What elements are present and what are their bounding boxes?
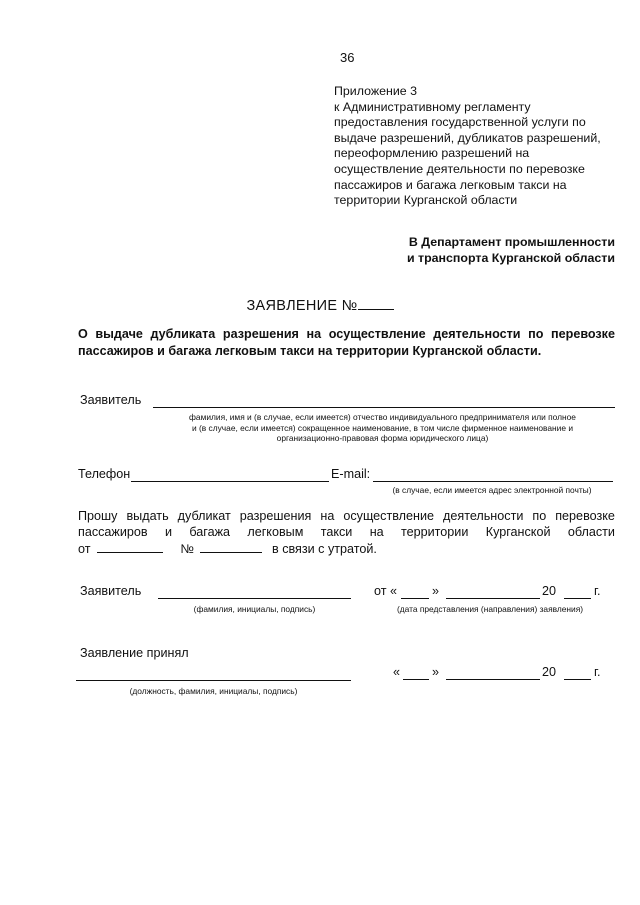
applicant-hint [140,412,625,444]
accepted-by-field[interactable] [76,680,351,681]
original-permit-number-field[interactable] [200,540,262,553]
word: пассажиров [78,525,148,539]
word: на [320,509,335,523]
word: деятельности [443,509,524,523]
word: дубликат [177,509,231,523]
year-prefix: 20 [542,584,557,598]
accepted-label: Заявление принял [80,646,189,660]
date-quote-close: » [432,584,440,598]
original-permit-date-field[interactable] [97,540,163,553]
submission-month-field[interactable] [446,598,540,599]
email-hint: (в случае, если имеется адрес электронной почты) [392,485,592,495]
appendix-line: к Административному регламенту [334,99,531,114]
accepted-quote-open: « [393,665,401,679]
addressee-line-1: В Департамент промышленности [408,235,615,249]
word: разрешения [239,509,312,523]
word: области [567,525,615,539]
appendix-block [334,84,601,209]
accepted-hint: (должность, фамилия, инициалы, подпись) [129,686,298,696]
page-number: 36 [340,50,355,65]
document-title [0,296,640,314]
request-line-1 [78,508,615,524]
word: перевозке [555,509,615,523]
accepted-month-field[interactable] [446,679,540,680]
applicant-name-field[interactable] [153,407,615,408]
applicant-signature-field[interactable] [158,598,351,599]
appendix-line: Приложение 3 [334,84,418,98]
word: выдать [126,509,169,523]
application-number-field[interactable] [358,296,394,310]
applicant-hint-line: и (в случае, если имеется) сокращенное наименование, в том числе фирменное наименование и [191,422,574,433]
phone-label: Телефон [78,467,131,481]
word: Курганской [485,525,551,539]
number-label: № [180,542,195,556]
appendix-line: территории Курганской области [334,193,518,208]
reason-text: в связи с утратой. [272,542,377,556]
accepted-day-field[interactable] [403,679,429,680]
signature-applicant-label: Заявитель [80,584,142,598]
word: и [164,525,172,539]
submission-year-field[interactable] [564,598,591,599]
appendix-line: выдаче разрешений, дубликатов разрешений, [334,130,601,145]
year-suffix: г. [594,584,601,598]
title-text: ЗАЯВЛЕНИЕ № [246,298,358,314]
appendix-line: предоставления государственной услуги по [334,115,586,130]
from-label: от [78,542,91,556]
addressee-block [407,234,615,266]
accepted-year-suffix: г. [594,665,601,679]
word: багажа [189,525,231,539]
applicant-hint-line: организационно-правовая форма юридического лица) [276,433,489,443]
date-hint: (дата представления (направления) заявления) [396,604,584,614]
word: такси [320,525,353,539]
applicant-label: Заявитель [80,393,142,407]
signature-hint: (фамилия, инициалы, подпись) [193,604,316,614]
word: осуществление [343,509,434,523]
word: территории [401,525,469,539]
document-subject: О выдаче дубликата разрешения на осуществление деятельности по перевозке пассажиров и багажа легковым такси на территории Курганской области. [78,327,615,358]
word: на [369,525,384,539]
addressee-line-2: и транспорта Курганской области [406,251,615,265]
phone-field[interactable] [131,481,329,482]
applicant-hint-line: фамилия, имя и (в случае, если имеется) отчество индивидуального предпринимателя или полное [189,412,576,422]
appendix-line: переоформлению разрешений на [334,146,530,161]
word: легковым [247,525,304,539]
email-label: E-mail: [331,467,371,481]
accepted-quote-close: » [432,665,440,679]
word: Прошу [78,509,118,523]
accepted-year-prefix: 20 [542,665,557,679]
appendix-line: пассажиров и багажа легковым такси на [334,177,567,192]
request-line-2 [78,524,615,540]
submission-day-field[interactable] [401,598,429,599]
request-line-3 [78,540,615,557]
date-prefix: от « [374,584,397,598]
email-field[interactable] [373,481,613,482]
word: по [532,509,547,523]
request-paragraph [78,508,615,557]
accepted-year-field[interactable] [564,679,591,680]
appendix-line: осуществление деятельности по перевозке [334,161,585,176]
